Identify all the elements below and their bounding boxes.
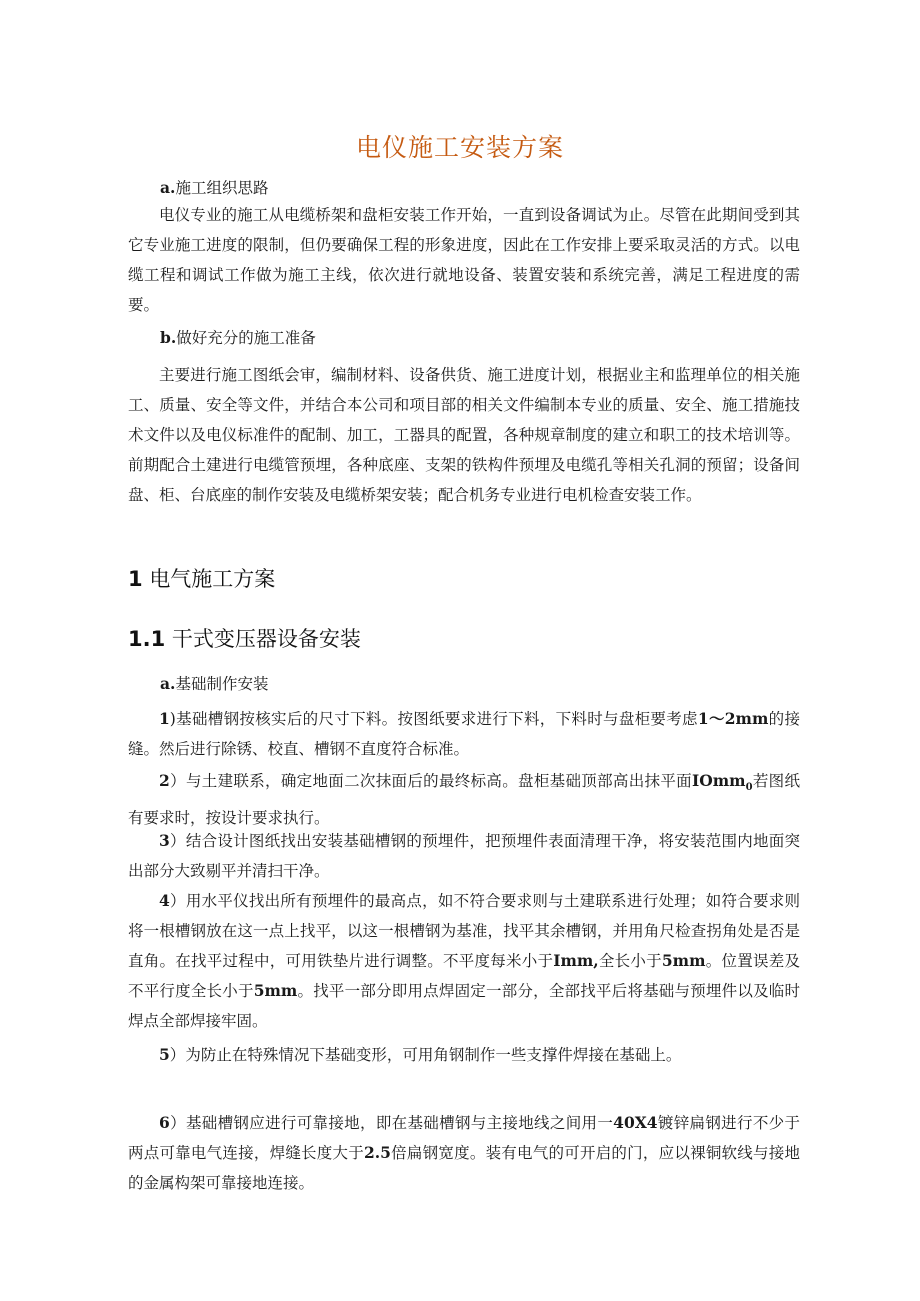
item-text: 基础槽钢按核实后的尺寸下料。按图纸要求进行下料，下料时与盘柜要考虑 [175, 710, 698, 728]
item-text: 全长小于 [598, 952, 662, 970]
item-text: 的接缝。然后进行除锈、校直、槽钢不直度符合标准。 [128, 710, 800, 758]
item-text: 若图纸有要求时，按设计要求执行。 [128, 772, 800, 828]
item-text: 结合设计图纸找出安装基础槽钢的预埋件，把预埋件表面清理干净，将安装范围内地面突出部分大致剔平并清扫干净。 [128, 832, 800, 880]
item-number: 5 [159, 1045, 170, 1064]
item-number: 1 [159, 709, 170, 728]
paragraph-b-text: 主要进行施工图纸会审，编制材料、设备供货、施工进度计划，根据业主和监理单位的相关施工、质量、安全等文件，并结合本公司和项目部的相关文件编制本专业的质量、安全、施工措施技术文件以及电仪标准件的配制、加工，工器具的配置，各种规章制度的建立和职工的技术培训等。前期配合土建进行电缆管预埋，各种底座、支架的铁构件预埋及电缆孔等相关孔洞的预留；设备间盘、柜、台底座的制作安装及电缆桥架安装；配合机务专业进行电机检查安装工作。 [128, 366, 800, 504]
list-item-4: 4）用水平仪找出所有预埋件的最高点，如不符合要求则与土建联系进行处理；如符合要求则将一根槽钢放在这一点上找平，以这一根槽钢为基准，找平其余槽钢，并用角尺检查拐角处是否是直角。在找平过程中，可用铁垫片进行调整。不平度每米小于Imm,全长小于5mm。位置误差及不平行度全长小于5mm。找平一部分即用点焊固定一部分，全部找平后将基础与预埋件以及临时焊点全部焊接牢固。 [128, 891, 800, 1030]
item-number: 4 [159, 891, 170, 910]
paragraph-b [128, 360, 800, 510]
item-text: 与土建联系，确定地面二次抹面后的最终标高。盘柜基础顶部高出抹平面 [185, 772, 692, 790]
item-text: 镀锌扁钢进行不少于两点可靠电气连接，焊缝长度大于 [128, 1114, 800, 1162]
item-text: 用水平仪找出所有预埋件的最高点，如不符合要求则与土建联系进行处理；如符合要求则将一根槽钢放在这一点上找平，以这一根槽钢为基准，找平其余槽钢，并用角尺检查拐角处是否是直角。在找平过程中，可用铁垫片进行调整。不平度每米小于 [128, 892, 800, 970]
list-item-2: 2）与土建联系，确定地面二次抹面后的最终标高。盘柜基础顶部高出抹平面IOmm$_0$若图纸有要求时，按设计要求执行。 [128, 771, 800, 828]
item-value: 2.5 [363, 1143, 391, 1162]
item-value: 5mm [661, 951, 706, 970]
heading-1-1-text: 干式变压器设备安装 [171, 627, 361, 651]
list-item-1: 1)基础槽钢按核实后的尺寸下料。按图纸要求进行下料，下料时与盘柜要考虑1～2mm的接缝。然后进行除锈、校直、槽钢不直度符合标准。 [128, 709, 800, 758]
heading-1-text: 电气施工方案 [149, 567, 276, 591]
item-value-subscript: 0 [745, 782, 753, 794]
list-item-3: 3）结合设计图纸找出安装基础槽钢的预埋件，把预埋件表面清理干净，将安装范围内地面突出部分大致剔平并清扫干净。 [128, 831, 800, 880]
heading-1-1-number: 1.1 [128, 627, 166, 651]
item-number: 2 [159, 771, 170, 790]
section-b-text: 做好充分的施工准备 [176, 329, 316, 347]
item-text: 倍扁钢宽度。装有电气的可开启的门，应以裸铜软线与接地的金属构架可靠接地连接。 [128, 1144, 800, 1192]
item-text: 基础槽钢应进行可靠接地，即在基础槽钢与主接地线之间用一 [185, 1114, 614, 1132]
item-value: 40X4 [613, 1113, 658, 1132]
item-value: 5mm [253, 981, 298, 1000]
item-number: 6 [159, 1113, 170, 1132]
subsection-a-mark: a. [160, 674, 176, 693]
section-a-heading [160, 176, 268, 200]
heading-1 [128, 563, 275, 593]
item-text: 。位置误差及不平行度全长小于 [128, 952, 800, 1000]
list-item-5: 5）为防止在特殊情况下基础变形，可用角钢制作一些支撑件焊接在基础上。 [159, 1045, 682, 1064]
item-text: 为防止在特殊情况下基础变形，可用角钢制作一些支撑件焊接在基础上。 [185, 1046, 682, 1064]
item-value: 1～2mm [697, 709, 769, 728]
document-title: 电仪施工安装方案 [355, 133, 564, 162]
item-value: Imm, [553, 951, 599, 970]
item-number: 3 [159, 831, 170, 850]
item-value: IOmm [692, 771, 746, 790]
subsection-a-heading [160, 672, 268, 696]
item-text: 。找平一部分即用点焊固定一部分，全部找平后将基础与预埋件以及临时焊点全部焊接牢固。 [128, 982, 800, 1030]
paragraph-a [128, 200, 800, 320]
section-a-text: 施工组织思路 [175, 179, 269, 197]
section-b-mark: b. [160, 328, 177, 347]
section-b-heading [160, 326, 316, 350]
heading-1-1 [128, 623, 361, 653]
subsection-a-text: 基础制作安装 [175, 675, 269, 693]
list-item-6: 6）基础槽钢应进行可靠接地，即在基础槽钢与主接地线之间用一40X4镀锌扁钢进行不少于两点可靠电气连接，焊缝长度大于2.5倍扁钢宽度。装有电气的可开启的门，应以裸铜软线与接地的金属构架可靠接地连接。 [128, 1113, 800, 1192]
paragraph-a-text: 电仪专业的施工从电缆桥架和盘柜安装工作开始，一直到设备调试为止。尽管在此期间受到其它专业施工进度的限制，但仍要确保工程的形象进度，因此在工作安排上要采取灵活的方式。以电缆工程和调试工作做为施工主线，依次进行就地设备、装置安装和系统完善，满足工程进度的需要。 [128, 206, 800, 314]
section-a-mark: a. [160, 178, 176, 197]
heading-1-number: 1 [128, 567, 143, 591]
